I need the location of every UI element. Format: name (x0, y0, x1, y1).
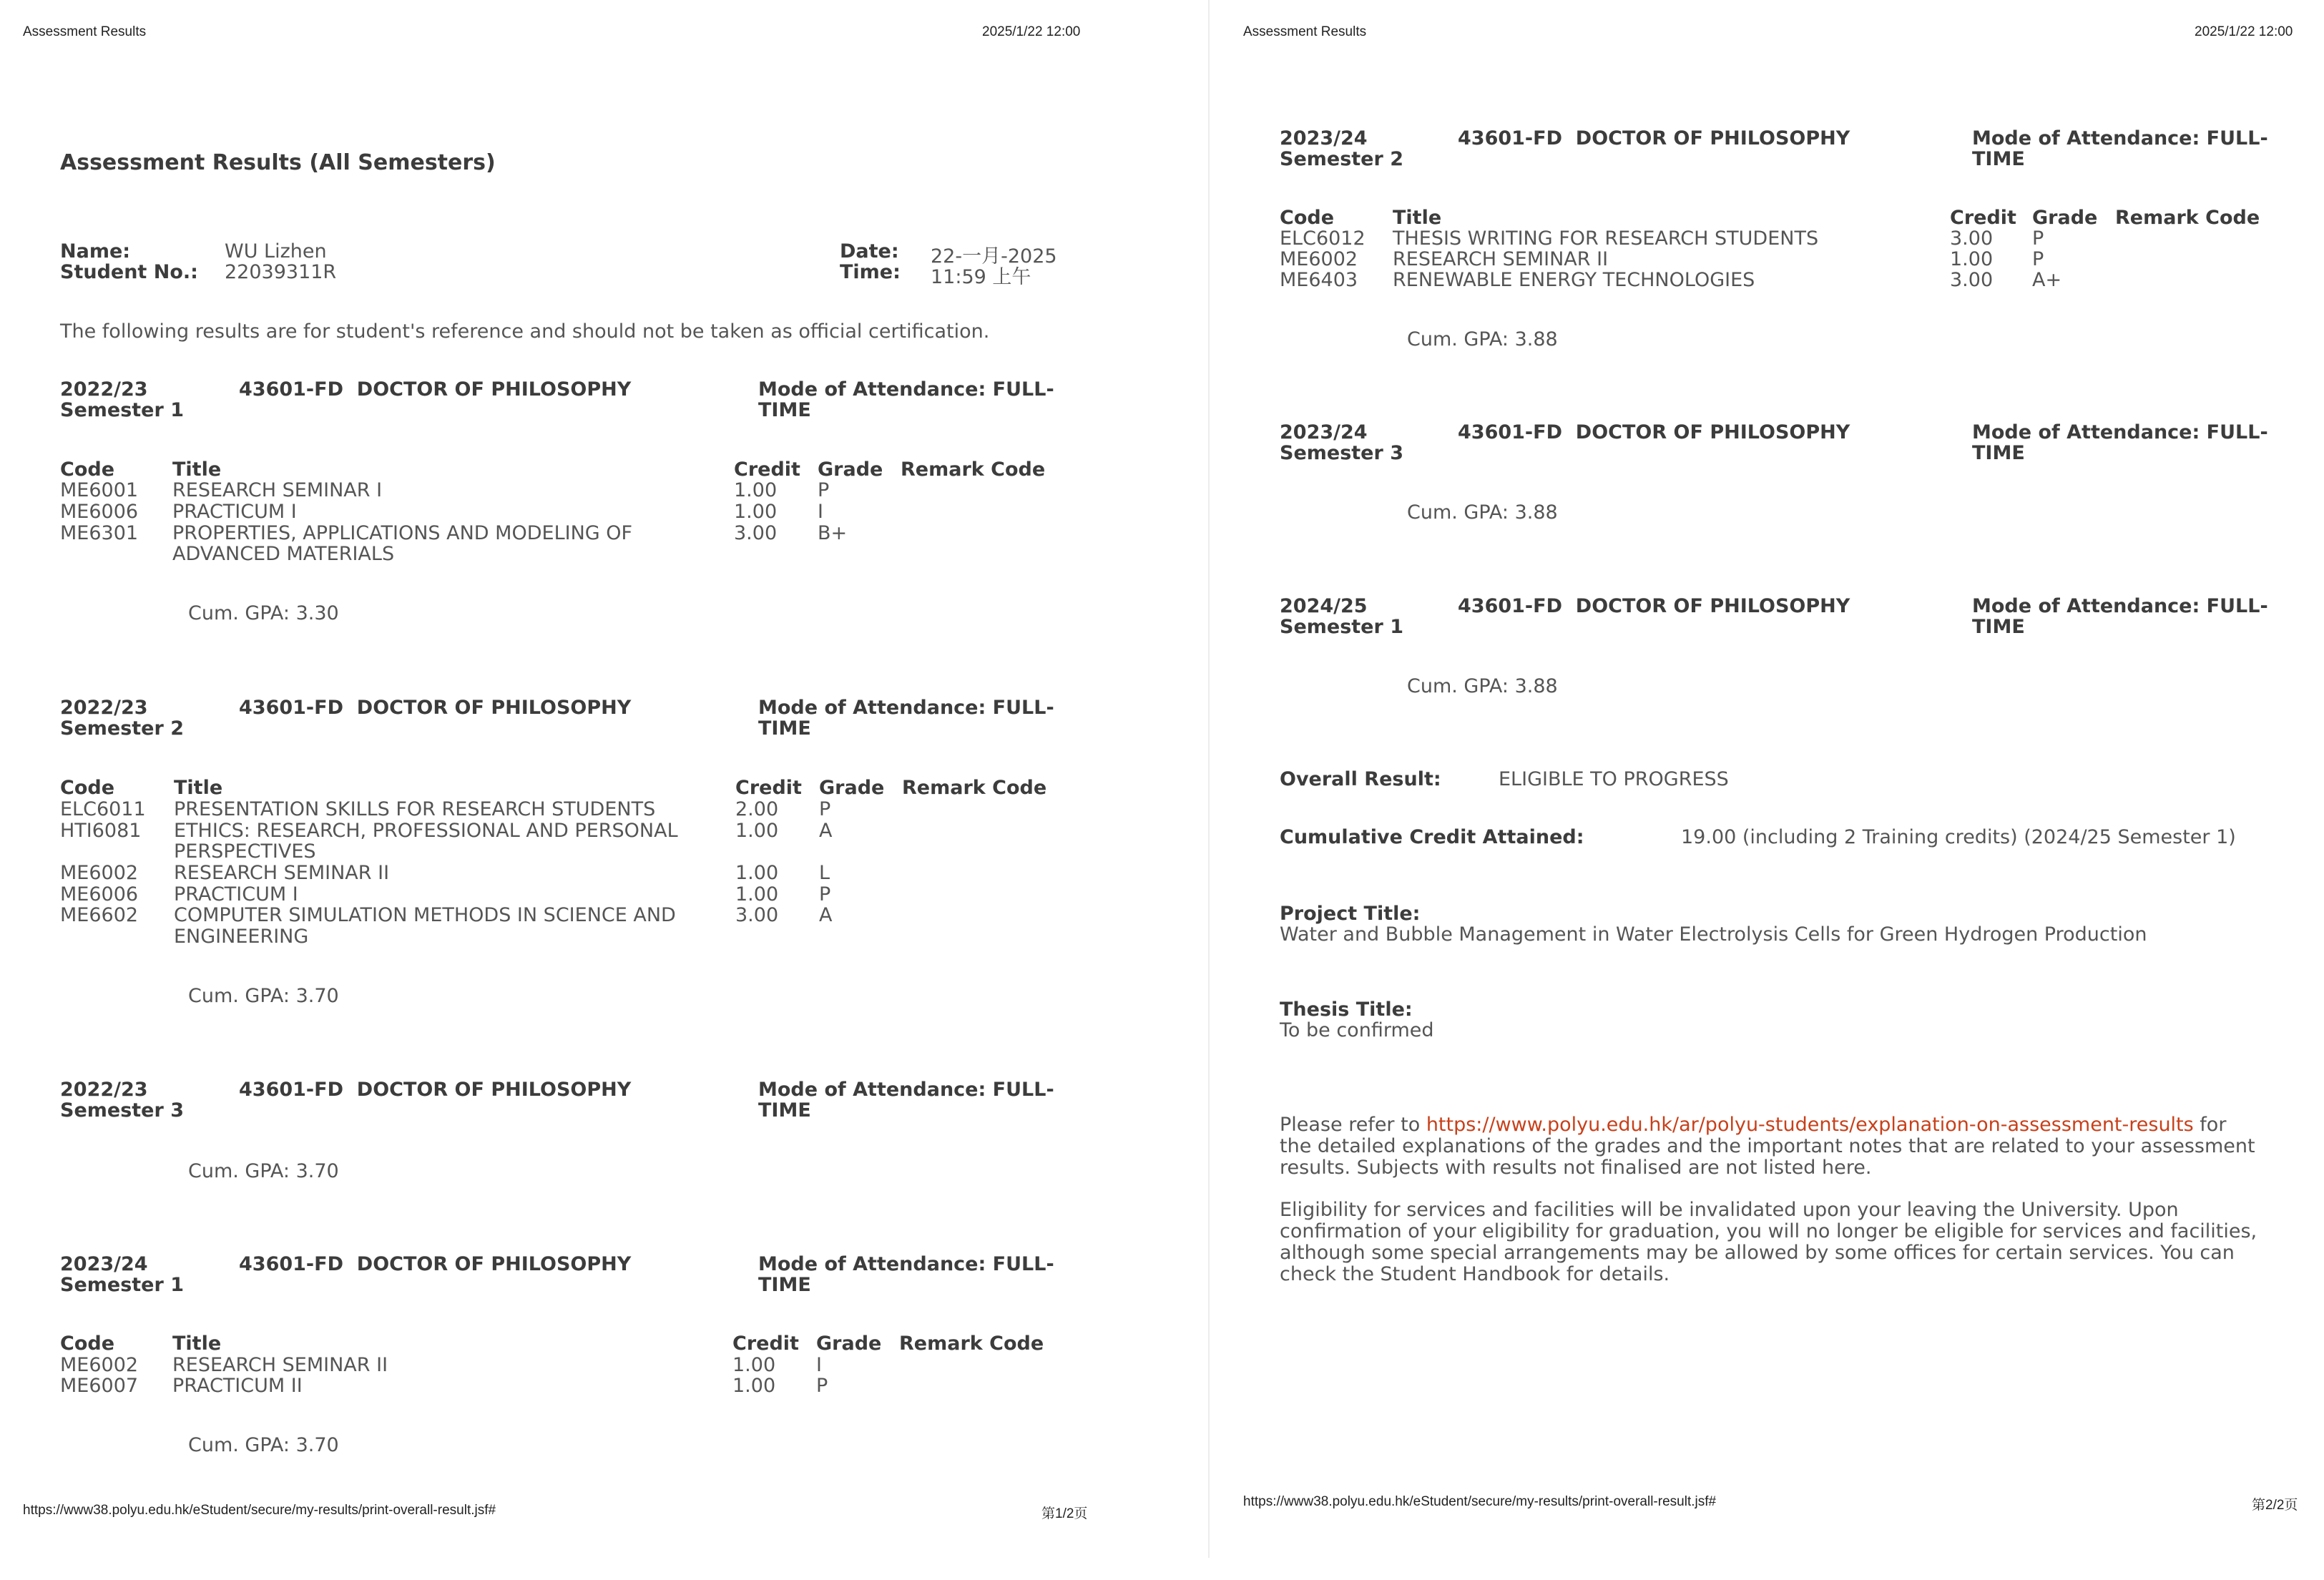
mode-of-attendance-cont: TIME (758, 1274, 811, 1296)
course-grade: P (2032, 248, 2044, 270)
col-header-credit: Credit (735, 777, 802, 799)
programme-name: 43601-FD DOCTOR OF PHILOSOPHY (239, 1253, 632, 1275)
semester-year: 2023/24 (60, 1253, 148, 1275)
course-code: ME6002 (60, 862, 139, 884)
col-header-grade: Grade (816, 1333, 882, 1355)
course-code: ME6001 (60, 479, 139, 501)
course-title-cont: PERSPECTIVES (174, 840, 316, 863)
course-credit: 1.00 (735, 862, 779, 884)
course-credit: 1.00 (734, 479, 778, 501)
project-title-label: Project Title: (1280, 903, 1421, 925)
course-credit: 1.00 (735, 883, 779, 906)
course-code: ME6006 (60, 501, 139, 523)
semester-year: 2024/25 (1280, 595, 1368, 617)
cumulative-credit-value: 19.00 (including 2 Training credits) (2024/25 Semester 1) (1681, 826, 2236, 848)
course-title: THESIS WRITING FOR RESEARCH STUDENTS (1393, 227, 1819, 250)
semester-year: 2023/24 (1280, 127, 1368, 149)
course-grade: P (2032, 227, 2044, 250)
course-grade: B+ (818, 522, 848, 544)
cum-gpa: Cum. GPA: 3.30 (188, 602, 339, 624)
semester-year: 2022/23 (60, 378, 148, 401)
programme-name: 43601-FD DOCTOR OF PHILOSOPHY (239, 1079, 632, 1101)
print-header-title: Assessment Results (1243, 24, 1367, 39)
col-header-code: Code (60, 777, 115, 799)
course-title: COMPUTER SIMULATION METHODS IN SCIENCE AND (174, 904, 676, 926)
course-grade: A+ (2032, 269, 2062, 291)
course-title: RENEWABLE ENERGY TECHNOLOGIES (1393, 269, 1755, 291)
col-header-code: Code (1280, 207, 1335, 229)
course-grade: P (819, 798, 831, 820)
overall-result-value: ELIGIBLE TO PROGRESS (1499, 768, 1729, 790)
mode-of-attendance: Mode of Attendance: FULL- (758, 378, 1054, 401)
mode-of-attendance-cont: TIME (1972, 616, 2025, 638)
col-header-grade: Grade (819, 777, 885, 799)
thesis-title-label: Thesis Title: (1280, 998, 1413, 1021)
course-grade: L (819, 862, 830, 884)
course-title: RESEARCH SEMINAR II (172, 1354, 388, 1376)
note-suffix: for the detailed explanations of the grades and the important notes that are related to your assessment results. Subjects with results not finalised are not listed here. (1280, 1114, 2255, 1179)
course-title: PROPERTIES, APPLICATIONS AND MODELING OF (172, 522, 633, 544)
course-credit: 1.00 (734, 501, 778, 523)
date-label: Date: (840, 240, 899, 262)
assessment-explanation-link[interactable]: https://www.polyu.edu.hk/ar/polyu-students/explanation-on-assessment-results (1426, 1114, 2194, 1136)
course-code: ELC6012 (1280, 227, 1366, 250)
col-header-remark: Remark Code (902, 777, 1047, 799)
course-credit: 3.00 (1950, 269, 1994, 291)
mode-of-attendance-cont: TIME (758, 717, 811, 740)
course-grade: I (818, 501, 823, 523)
programme-name: 43601-FD DOCTOR OF PHILOSOPHY (1458, 595, 1850, 617)
mode-of-attendance: Mode of Attendance: FULL- (1972, 421, 2268, 443)
course-grade: P (816, 1375, 828, 1397)
col-header-credit: Credit (732, 1333, 799, 1355)
course-grade: I (816, 1354, 822, 1376)
col-header-credit: Credit (1950, 207, 2016, 229)
page-divider (1208, 0, 1210, 1558)
col-header-grade: Grade (818, 458, 883, 481)
course-code: ME6602 (60, 904, 139, 926)
semester-term: Semester 1 (60, 399, 184, 421)
disclaimer-text: The following results are for student's reference and should not be taken as official certification. (60, 320, 990, 343)
programme-name: 43601-FD DOCTOR OF PHILOSOPHY (239, 697, 632, 719)
col-header-code: Code (60, 1333, 115, 1355)
date-value: 22-一月-2025 (931, 245, 1057, 268)
cum-gpa: Cum. GPA: 3.88 (1407, 328, 1558, 350)
course-title: PRESENTATION SKILLS FOR RESEARCH STUDENTS (174, 798, 656, 820)
mode-of-attendance-cont: TIME (758, 399, 811, 421)
overall-result-label: Overall Result: (1280, 768, 1441, 790)
mode-of-attendance-cont: TIME (1972, 148, 2025, 170)
semester-year: 2022/23 (60, 1079, 148, 1101)
col-header-code: Code (60, 458, 115, 481)
course-title: ETHICS: RESEARCH, PROFESSIONAL AND PERSONAL (174, 820, 678, 842)
col-header-remark: Remark Code (899, 1333, 1044, 1355)
col-header-remark: Remark Code (901, 458, 1046, 481)
semester-year: 2022/23 (60, 697, 148, 719)
course-title: PRACTICUM I (174, 883, 298, 906)
col-header-title: Title (1393, 207, 1442, 229)
print-footer-url: https://www38.polyu.edu.hk/eStudent/secure/my-results/print-overall-result.jsf# (23, 1503, 496, 1518)
col-header-grade: Grade (2032, 207, 2098, 229)
programme-name: 43601-FD DOCTOR OF PHILOSOPHY (239, 378, 632, 401)
grade-explanation-note (1280, 1114, 2263, 1179)
course-code: ME6007 (60, 1375, 139, 1397)
time-value: 11:59 上午 (931, 266, 1031, 288)
course-title: RESEARCH SEMINAR II (1393, 248, 1609, 270)
print-header-title: Assessment Results (23, 24, 147, 39)
course-code: ME6002 (1280, 248, 1358, 270)
cumulative-credit-label: Cumulative Credit Attained: (1280, 826, 1584, 848)
col-header-credit: Credit (734, 458, 800, 481)
col-header-title: Title (172, 1333, 222, 1355)
name-value: WU Lizhen (225, 240, 327, 262)
course-title: RESEARCH SEMINAR I (172, 479, 383, 501)
mode-of-attendance: Mode of Attendance: FULL- (758, 697, 1054, 719)
cum-gpa: Cum. GPA: 3.88 (1407, 501, 1558, 524)
semester-term: Semester 3 (60, 1099, 184, 1122)
col-header-title: Title (172, 458, 222, 481)
eligibility-note: Eligibility for services and facilities will be invalidated upon your leaving the University. Upon confirmation of your eligibility for graduation, you will no longer be eligible for services and facilities, although some special arrangements may be allowed by some offices for certain services. You can check the Student Handbook for details. (1280, 1199, 2257, 1285)
mode-of-attendance-cont: TIME (1972, 442, 2025, 464)
col-header-remark: Remark Code (2115, 207, 2260, 229)
semester-term: Semester 1 (1280, 616, 1403, 638)
course-credit: 1.00 (1950, 248, 1994, 270)
print-footer-url: https://www38.polyu.edu.hk/eStudent/secure/my-results/print-overall-result.jsf# (1243, 1494, 1717, 1509)
course-credit: 3.00 (734, 522, 778, 544)
cum-gpa: Cum. GPA: 3.70 (188, 1434, 339, 1456)
course-credit: 1.00 (735, 820, 779, 842)
course-credit: 1.00 (732, 1375, 776, 1397)
time-label: Time: (840, 261, 901, 283)
course-credit: 2.00 (735, 798, 779, 820)
course-code: ME6006 (60, 883, 139, 906)
mode-of-attendance: Mode of Attendance: FULL- (758, 1079, 1054, 1101)
semester-year: 2023/24 (1280, 421, 1368, 443)
course-grade: P (819, 883, 831, 906)
course-code: ELC6011 (60, 798, 146, 820)
course-credit: 1.00 (732, 1354, 776, 1376)
course-title-cont: ENGINEERING (174, 926, 309, 948)
print-header-datetime: 2025/1/22 12:00 (982, 24, 1081, 39)
programme-name: 43601-FD DOCTOR OF PHILOSOPHY (1458, 127, 1850, 149)
student-no-label: Student No.: (60, 261, 198, 283)
name-label: Name: (60, 240, 131, 262)
project-title-value: Water and Bubble Management in Water Electrolysis Cells for Green Hydrogen Production (1280, 923, 2147, 946)
course-grade: P (818, 479, 830, 501)
mode-of-attendance: Mode of Attendance: FULL- (1972, 127, 2268, 149)
cum-gpa: Cum. GPA: 3.88 (1407, 675, 1558, 697)
course-title-cont: ADVANCED MATERIALS (172, 543, 395, 565)
course-title: PRACTICUM II (172, 1375, 303, 1397)
semester-term: Semester 3 (1280, 442, 1403, 464)
course-grade: A (819, 904, 833, 926)
note-prefix: Please refer to (1280, 1114, 1426, 1136)
course-code: ME6002 (60, 1354, 139, 1376)
semester-term: Semester 2 (60, 717, 184, 740)
cum-gpa: Cum. GPA: 3.70 (188, 1160, 339, 1182)
mode-of-attendance: Mode of Attendance: FULL- (1972, 595, 2268, 617)
course-code: ME6403 (1280, 269, 1358, 291)
student-no-value: 22039311R (225, 261, 337, 283)
print-footer-page-number: 第2/2页 (2252, 1498, 2298, 1513)
print-footer-page-number: 第1/2页 (1041, 1506, 1088, 1521)
mode-of-attendance: Mode of Attendance: FULL- (758, 1253, 1054, 1275)
course-credit: 3.00 (1950, 227, 1994, 250)
programme-name: 43601-FD DOCTOR OF PHILOSOPHY (1458, 421, 1850, 443)
col-header-title: Title (174, 777, 223, 799)
mode-of-attendance-cont: TIME (758, 1099, 811, 1122)
course-title: RESEARCH SEMINAR II (174, 862, 390, 884)
course-code: HTI6081 (60, 820, 142, 842)
cum-gpa: Cum. GPA: 3.70 (188, 985, 339, 1007)
semester-term: Semester 1 (60, 1274, 184, 1296)
semester-term: Semester 2 (1280, 148, 1403, 170)
page-title: Assessment Results (All Semesters) (60, 150, 496, 175)
course-credit: 3.00 (735, 904, 779, 926)
course-grade: A (819, 820, 833, 842)
print-header-datetime: 2025/1/22 12:00 (2195, 24, 2293, 39)
course-code: ME6301 (60, 522, 139, 544)
thesis-title-value: To be confirmed (1280, 1019, 1434, 1041)
course-title: PRACTICUM I (172, 501, 297, 523)
